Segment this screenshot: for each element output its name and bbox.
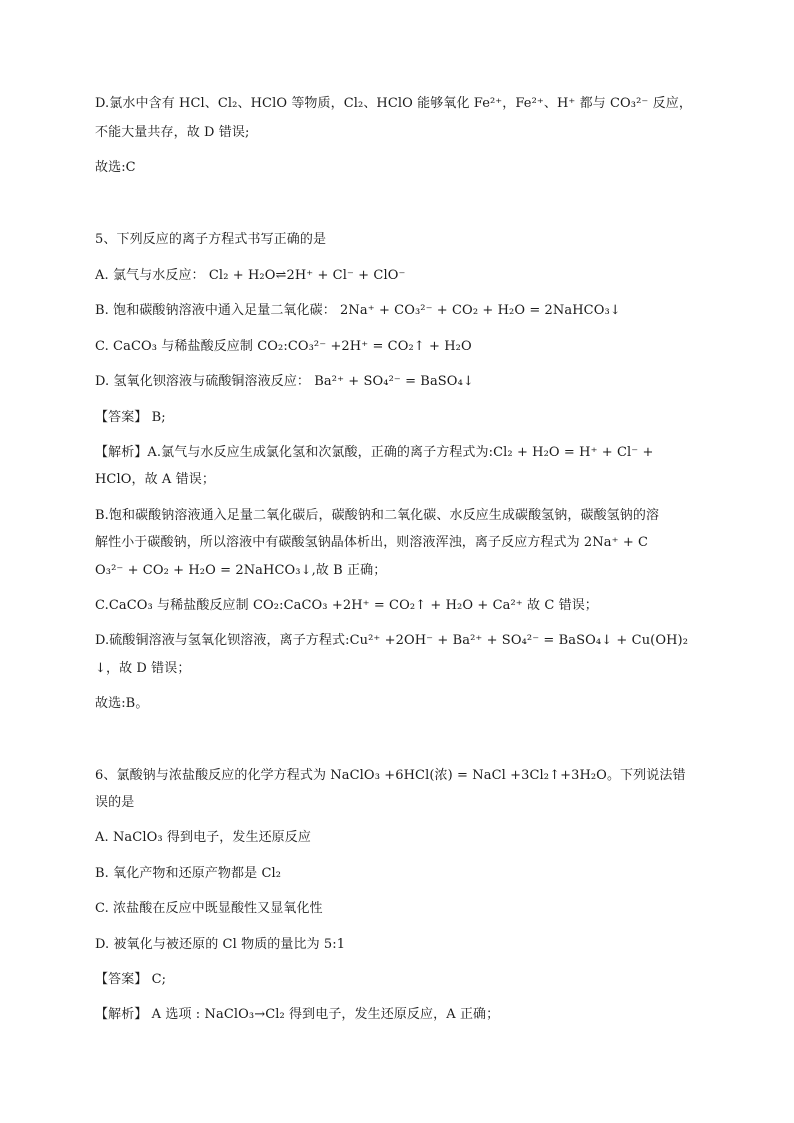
question-5-option-b: B. 饱和碳酸钠溶液中通入足量二氧化碳： 2Na⁺ + CO₃²⁻ + CO₂ + H₂O = 2NaHCO₃↓ [95, 303, 621, 318]
question-5-analysis-b-cont2: O₃²⁻ + CO₂ + H₂O = 2NaHCO₃↓,故 B 正确； [95, 563, 387, 578]
question-5-analysis-b-cont1: 解性小于碳酸钠，所以溶液中有碳酸氢钠晶体析出，则溶液浑浊，离子反应方程式为 2Na⁺ + C [95, 535, 649, 550]
question-5-analysis-d: D.硫酸铜溶液与氢氧化钡溶液，离子方程式:Cu²⁺ +2OH⁻ + Ba²⁺ + SO₄²⁻ = BaSO₄↓ + Cu(OH)₂ [95, 633, 689, 648]
text-line-q4-option-d-conclusion: 不能大量共存，故 D 错误; [95, 125, 250, 140]
question-5-analysis-b: B.饱和碳酸钠溶液通入足量二氧化碳后，碳酸钠和二氧化碳、水反应生成碳酸氢钠，碳酸氢钠的溶 [95, 508, 660, 523]
question-6-answer: 【答案】 C; [95, 972, 167, 987]
question-5-analysis-d-cont: ↓，故 D 错误； [95, 661, 191, 676]
question-6-analysis-a: 【解析】 A 选项 : NaClO₃→Cl₂ 得到电子，发生还原反应，A 正确； [95, 1007, 500, 1022]
question-6-stem: 6、氯酸钠与浓盐酸反应的化学方程式为 NaClO₃ +6HCl(浓) = NaCl +3Cl₂↑+3H₂O。下列说法错 [95, 768, 686, 783]
question-5-option-a: A. 氯气与水反应： Cl₂ + H₂O⇌2H⁺ + Cl⁻ + ClO⁻ [95, 268, 406, 283]
question-5-option-c: C. CaCO₃ 与稀盐酸反应制 CO₂:CO₃²⁻ +2H⁺ = CO₂↑ + H₂O [95, 339, 472, 354]
question-6-stem-cont: 误的是 [95, 795, 135, 810]
question-5-analysis-a-cont: HClO，故 A 错误； [95, 472, 215, 487]
question-5-answer: 【答案】 B; [95, 410, 166, 425]
question-5-choice: 故选:B。 [95, 696, 149, 711]
text-line-q4-option-d-explanation: D.氯水中含有 HCl、Cl₂、HClO 等物质，Cl₂、HClO 能够氧化 Fe²⁺，Fe²⁺、H⁺ 都与 CO₃²⁻ 反应， [95, 96, 692, 111]
question-6-option-b: B. 氧化产物和还原产物都是 Cl₂ [95, 866, 282, 881]
question-5-analysis-c: C.CaCO₃ 与稀盐酸反应制 CO₂:CaCO₃ +2H⁺ = CO₂↑ + H₂O + Ca²⁺ 故 C 错误； [95, 598, 598, 613]
question-6-option-c: C. 浓盐酸在反应中既显酸性又显氧化性 [95, 901, 323, 916]
question-6-option-d: D. 被氧化与被还原的 Cl 物质的量比为 5:1 [95, 937, 346, 952]
question-6-option-a: A. NaClO₃ 得到电子，发生还原反应 [95, 830, 311, 845]
question-5-stem: 5、下列反应的离子方程式书写正确的是 [95, 232, 327, 247]
question-5-option-d: D. 氢氧化钡溶液与硫酸铜溶液反应： Ba²⁺ + SO₄²⁻ = BaSO₄↓ [95, 374, 474, 389]
text-line-q4-choice: 故选:C [95, 160, 136, 175]
question-5-analysis-a: 【解析】A.氯气与水反应生成氯化氢和次氯酸，正确的离子方程式为:Cl₂ + H₂O = H⁺ + Cl⁻ + [95, 445, 654, 460]
